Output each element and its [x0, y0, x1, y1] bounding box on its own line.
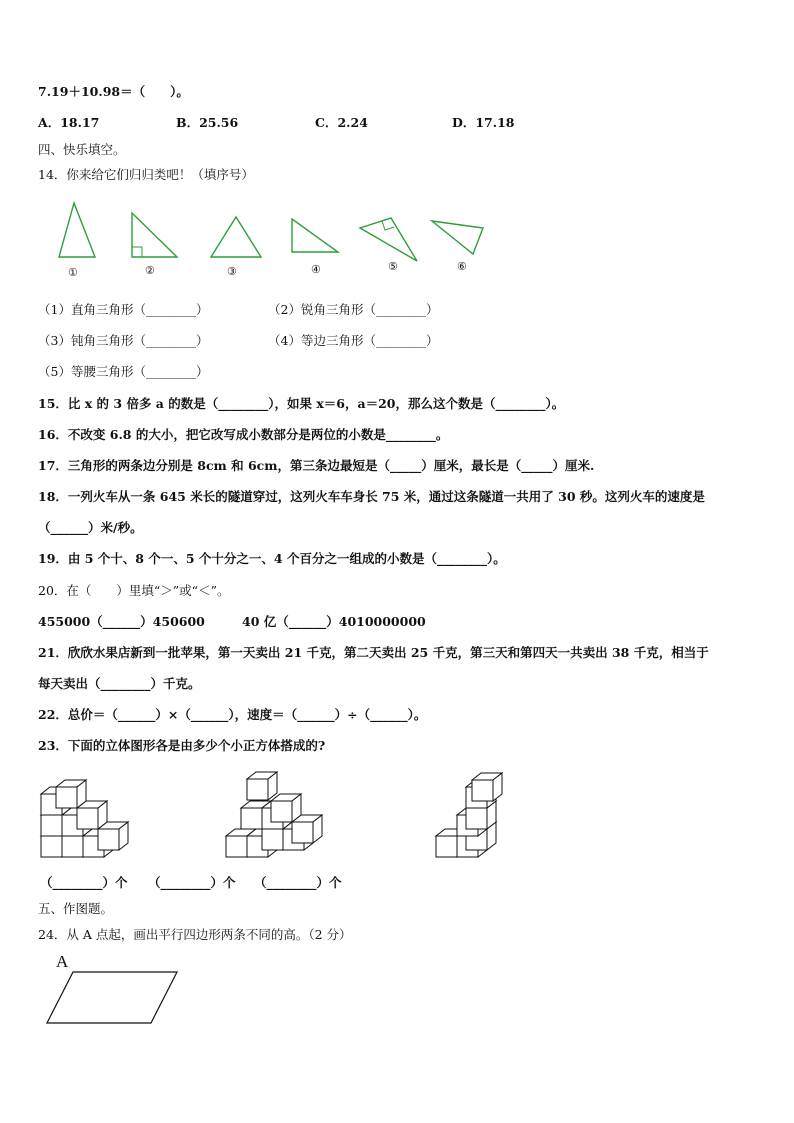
point-a-label: A	[56, 952, 69, 971]
cube-stack-2	[226, 772, 322, 857]
right-angle-mark-5	[382, 221, 394, 230]
q23-answer-2: （________）个	[148, 875, 236, 890]
shape-label-6: ⑥	[457, 260, 467, 273]
parallelogram	[0, 960, 794, 1030]
option-c: C．2.24	[315, 115, 368, 130]
question-21-line-2: 每天卖出（________）千克。	[38, 676, 201, 691]
q23-answer-3: （________）个	[254, 875, 342, 890]
shape-label-2: ②	[145, 264, 155, 277]
q14-item-right: （1）直角三角形（________）	[38, 302, 209, 317]
question-14-stem: 14．你来给它们归归类吧！（填序号）	[38, 167, 254, 182]
right-angle-mark-2	[132, 247, 142, 257]
cube-stack-3	[436, 773, 502, 857]
question-20-part-a: 455000（______）450600	[38, 614, 205, 629]
triangle-2	[132, 213, 177, 257]
question-18-line-2: （______）米/秒。	[38, 520, 143, 535]
q14-item-obtuse: （3）钝角三角形（________）	[38, 333, 209, 348]
question-16: 16．不改变 6.8 的大小，把它改写成小数部分是两位的小数是________。	[38, 427, 449, 442]
shape-label-5: ⑤	[388, 260, 398, 273]
question-20-part-b: 40 亿（______）4010000000	[242, 614, 426, 629]
cube-stack-1	[41, 780, 128, 857]
cube-figures	[0, 765, 794, 865]
question-24-stem: 24．从 A 点起，画出平行四边形两条不同的高。（2 分）	[38, 927, 352, 942]
option-a: A．18.17	[38, 115, 100, 130]
triangle-1	[59, 203, 95, 257]
q14-item-isosceles: （5）等腰三角形（________）	[38, 364, 209, 379]
q14-item-acute: （2）锐角三角形（________）	[268, 302, 439, 317]
triangle-4	[292, 219, 338, 252]
section-4-heading: 四、快乐填空。	[38, 142, 126, 157]
question-22: 22．总价＝（______）×（______），速度＝（______）÷（______）。	[38, 707, 427, 722]
shape-label-3: ③	[227, 265, 237, 278]
q14-item-equilateral: （4）等边三角形（________）	[268, 333, 439, 348]
section-5-heading: 五、作图题。	[38, 901, 114, 916]
q23-answer-1: （________）个	[40, 875, 128, 890]
question-18-line-1: 18．一列火车从一条 645 米长的隧道穿过，这列火车车身长 75 米，通过这条隧道一共用了 30 秒。这列火车的速度是	[38, 489, 705, 504]
question-20-stem: 20．在（ ）里填“＞”或“＜”。	[38, 583, 230, 598]
question-19: 19．由 5 个十、8 个一、5 个十分之一、4 个百分之一组成的小数是（________）。	[38, 551, 506, 566]
question-21-line-1: 21．欣欣水果店新到一批苹果，第一天卖出 21 千克，第二天卖出 25 千克，第三天和第四天一共卖出 38 千克，相当于	[38, 645, 709, 660]
triangle-6	[432, 221, 483, 254]
shape-label-4: ④	[311, 263, 321, 276]
shape-label-1: ①	[68, 266, 78, 279]
option-d: D．17.18	[452, 115, 515, 130]
question-15: 15．比 x 的 3 倍多 a 的数是（________），如果 x＝6，a＝20，那么这个数是（________）。	[38, 396, 565, 411]
question-13-expression: 7.19＋10.98＝（ ）。	[38, 84, 189, 99]
triangle-5	[360, 218, 417, 261]
question-23-stem: 23．下面的立体图形各是由多少个小正方体搭成的?	[38, 738, 326, 753]
triangle-figures	[0, 195, 794, 295]
triangle-3	[211, 217, 261, 257]
question-17: 17．三角形的两条边分别是 8cm 和 6cm，第三条边最短是（_____）厘米，最长是（_____）厘米.	[38, 458, 595, 473]
option-b: B．25.56	[176, 115, 239, 130]
